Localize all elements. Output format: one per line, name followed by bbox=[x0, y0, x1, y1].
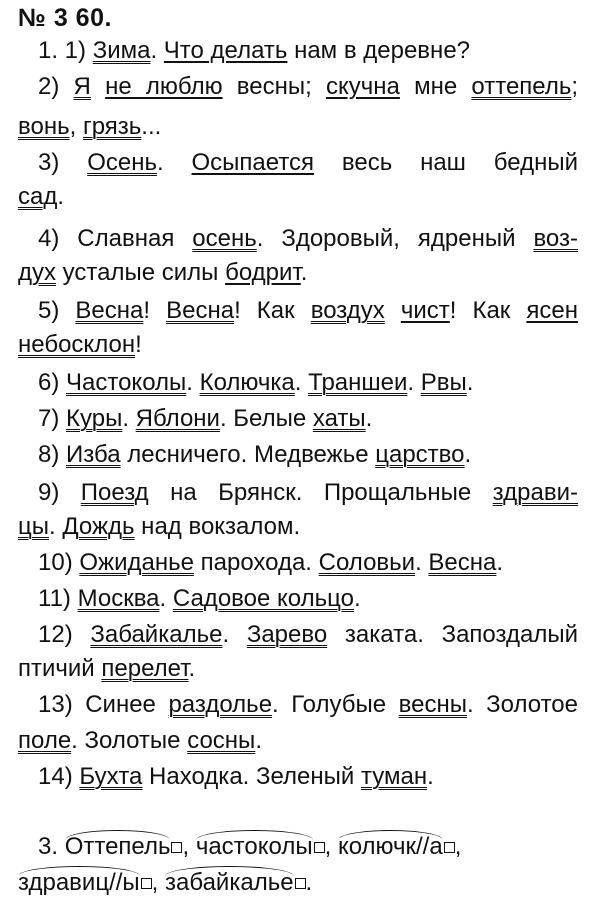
root-arc-word: колючк//а bbox=[338, 830, 443, 862]
text-line bbox=[18, 112, 578, 142]
subject-underlined: воз- bbox=[533, 225, 578, 252]
ending-box-icon bbox=[444, 842, 455, 853]
text-segment: 9) bbox=[38, 479, 81, 506]
text-segment: . Белые bbox=[219, 405, 313, 432]
subject-underlined: Траншеи bbox=[308, 369, 408, 396]
text-segment: 3) bbox=[38, 149, 88, 176]
text-line bbox=[18, 512, 578, 542]
text-segment: . bbox=[464, 441, 472, 468]
text-segment: . bbox=[294, 369, 309, 396]
text-segment: . bbox=[255, 727, 262, 754]
text-segment: , bbox=[454, 833, 462, 860]
root-arc-word: Оттепель bbox=[65, 830, 171, 862]
predicate-underlined: скучна bbox=[326, 73, 400, 100]
text-segment: весны; bbox=[222, 73, 327, 100]
text-segment: лесничего. Медвежье bbox=[120, 441, 376, 468]
subject-underlined: Соловьи bbox=[318, 549, 416, 576]
root-arc-word: забайкалье bbox=[165, 866, 294, 898]
subject-underlined: весны bbox=[398, 691, 467, 718]
text-segment: Находка. Зеленый bbox=[142, 763, 361, 790]
text-segment: , bbox=[182, 833, 196, 860]
morpheme-line bbox=[18, 866, 578, 898]
subject-underlined: Бухта bbox=[79, 763, 143, 790]
text-segment: , bbox=[151, 869, 166, 896]
text-segment: . bbox=[188, 655, 196, 682]
text-segment: ! Как bbox=[449, 297, 527, 324]
subject-underlined: Поезд bbox=[80, 479, 149, 506]
text-segment: 10) bbox=[38, 549, 80, 576]
subject-underlined: воздух bbox=[310, 297, 385, 324]
subject-underlined: Я bbox=[73, 73, 91, 100]
subject-underlined: Москва bbox=[77, 585, 160, 612]
subject-underlined: хаты bbox=[312, 405, 366, 432]
text-line bbox=[38, 690, 578, 720]
ending-box-icon bbox=[171, 842, 182, 853]
subject-underlined: дух bbox=[18, 259, 57, 286]
text-segment: 14) bbox=[38, 763, 80, 790]
text-segment: , bbox=[69, 113, 83, 140]
text-segment: . bbox=[427, 763, 434, 790]
subject-underlined: грязь bbox=[82, 113, 142, 140]
ending-box-icon bbox=[314, 842, 325, 853]
text-segment: , bbox=[324, 833, 338, 860]
text-line bbox=[18, 654, 578, 684]
text-segment: 8) bbox=[38, 441, 67, 468]
text-segment: 11) bbox=[38, 585, 78, 612]
text-segment: ; bbox=[571, 73, 579, 100]
subject-underlined: царство bbox=[375, 441, 465, 468]
subject-underlined: Зима bbox=[92, 37, 151, 64]
subject-underlined: Дождь bbox=[62, 513, 135, 540]
text-segment: 13) Синее bbox=[38, 691, 169, 718]
subject-underlined: Куры bbox=[66, 405, 123, 432]
text-segment: ! bbox=[135, 331, 142, 358]
text-segment: . bbox=[159, 585, 173, 612]
subject-underlined: Ожиданье bbox=[79, 549, 194, 576]
text-line bbox=[38, 548, 578, 578]
subject-underlined: поле bbox=[18, 727, 72, 754]
text-segment bbox=[91, 73, 105, 100]
subject-underlined: Весна bbox=[166, 297, 235, 324]
text-line bbox=[18, 182, 578, 212]
text-segment: заката. Запоздалый bbox=[327, 621, 578, 648]
text-segment: 3. bbox=[38, 833, 65, 860]
text-segment: . bbox=[150, 37, 164, 64]
text-segment: . bbox=[305, 869, 313, 896]
text-line bbox=[38, 404, 578, 434]
text-segment: . bbox=[365, 405, 373, 432]
subject-underlined: осень bbox=[192, 225, 257, 252]
text-line bbox=[38, 478, 578, 508]
text-segment: мне bbox=[399, 73, 472, 100]
text-segment: . bbox=[156, 149, 192, 176]
text-segment: усталые силы bbox=[56, 259, 226, 286]
text-segment: . bbox=[407, 369, 421, 396]
text-segment: . bbox=[49, 513, 63, 540]
text-segment: ... bbox=[141, 113, 162, 140]
text-segment: нам в деревне? bbox=[287, 37, 471, 64]
text-segment: . bbox=[496, 549, 504, 576]
text-line bbox=[38, 296, 578, 326]
text-segment: . Здоровый, ядреный bbox=[256, 225, 534, 252]
text-segment: 2) bbox=[38, 73, 74, 100]
text-segment: . bbox=[353, 585, 361, 612]
subject-underlined: Весна bbox=[75, 297, 144, 324]
text-line bbox=[38, 620, 578, 650]
text-segment: ! bbox=[143, 297, 167, 324]
predicate-underlined: Осыпается bbox=[191, 149, 315, 176]
subject-underlined: здрави- bbox=[492, 479, 578, 506]
subject-underlined: Колючка bbox=[199, 369, 295, 396]
text-line bbox=[38, 36, 578, 66]
text-segment: парохода. bbox=[193, 549, 319, 576]
text-segment: ! Как bbox=[234, 297, 311, 324]
text-segment: . bbox=[466, 369, 474, 396]
root-arc-word: здравиц//ы bbox=[18, 866, 140, 898]
text-segment: на Брянск. Прощальные bbox=[148, 479, 493, 506]
predicate-underlined: Что делать bbox=[163, 37, 288, 64]
subject-underlined: Частоколы bbox=[66, 369, 187, 396]
text-segment: 5) bbox=[38, 297, 76, 324]
exercise-number: № 3 60. bbox=[18, 4, 112, 32]
text-segment: 1. 1) bbox=[38, 37, 93, 64]
text-segment: . bbox=[415, 549, 429, 576]
subject-underlined: Яблони bbox=[135, 405, 220, 432]
morpheme-line bbox=[38, 830, 598, 862]
subject-underlined: вонь bbox=[18, 113, 70, 140]
subject-underlined: цы bbox=[18, 513, 49, 540]
subject-underlined: сосны bbox=[187, 727, 256, 754]
text-segment: . bbox=[57, 183, 65, 210]
predicate-underlined: ясен bbox=[526, 297, 578, 324]
subject-underlined: Забайкалье bbox=[90, 621, 223, 648]
text-line bbox=[38, 440, 578, 470]
ending-box-icon bbox=[141, 878, 152, 889]
text-segment: птичий bbox=[18, 655, 102, 682]
subject-underlined: небосклон bbox=[18, 331, 136, 358]
text-segment: над вокзалом. bbox=[134, 513, 301, 540]
subject-underlined: Садовое кольцо bbox=[172, 585, 354, 612]
text-segment: 6) bbox=[38, 369, 67, 396]
subject-underlined: Рвы bbox=[420, 369, 467, 396]
subject-underlined: Изба bbox=[66, 441, 121, 468]
text-segment: . bbox=[122, 405, 136, 432]
subject-underlined: перелет bbox=[101, 655, 189, 682]
text-line bbox=[38, 762, 578, 792]
text-segment bbox=[385, 297, 401, 324]
text-line bbox=[38, 584, 578, 614]
text-segment: 12) bbox=[38, 621, 91, 648]
ending-box-icon bbox=[295, 878, 306, 889]
subject-underlined: оттепель bbox=[471, 73, 572, 100]
text-line bbox=[18, 258, 578, 288]
subject-underlined: Весна bbox=[428, 549, 497, 576]
text-segment: 7) bbox=[38, 405, 67, 432]
text-segment: 4) Славная bbox=[38, 225, 193, 252]
text-segment: . Голубые bbox=[272, 691, 399, 718]
subject-underlined: Зарево bbox=[246, 621, 328, 648]
text-segment: весь наш бедный bbox=[314, 149, 579, 176]
subject-underlined: туман bbox=[360, 763, 428, 790]
text-line bbox=[18, 330, 578, 360]
text-segment: . bbox=[300, 259, 308, 286]
text-segment: . Золотые bbox=[71, 727, 188, 754]
subject-underlined: раздолье bbox=[168, 691, 273, 718]
predicate-underlined: не люблю bbox=[105, 73, 223, 100]
text-segment: . bbox=[222, 621, 247, 648]
root-arc-word: частоколы bbox=[196, 830, 313, 862]
predicate-underlined: чист bbox=[400, 297, 450, 324]
text-line bbox=[18, 726, 578, 756]
text-line bbox=[38, 368, 578, 398]
subject-underlined: Осень bbox=[87, 149, 157, 176]
text-line bbox=[38, 224, 578, 254]
text-segment: . bbox=[186, 369, 200, 396]
text-segment: . Золотое bbox=[466, 691, 578, 718]
predicate-underlined: бодрит bbox=[225, 259, 301, 286]
subject-underlined: сад bbox=[18, 183, 58, 210]
text-line bbox=[38, 72, 578, 102]
text-line bbox=[38, 148, 578, 178]
